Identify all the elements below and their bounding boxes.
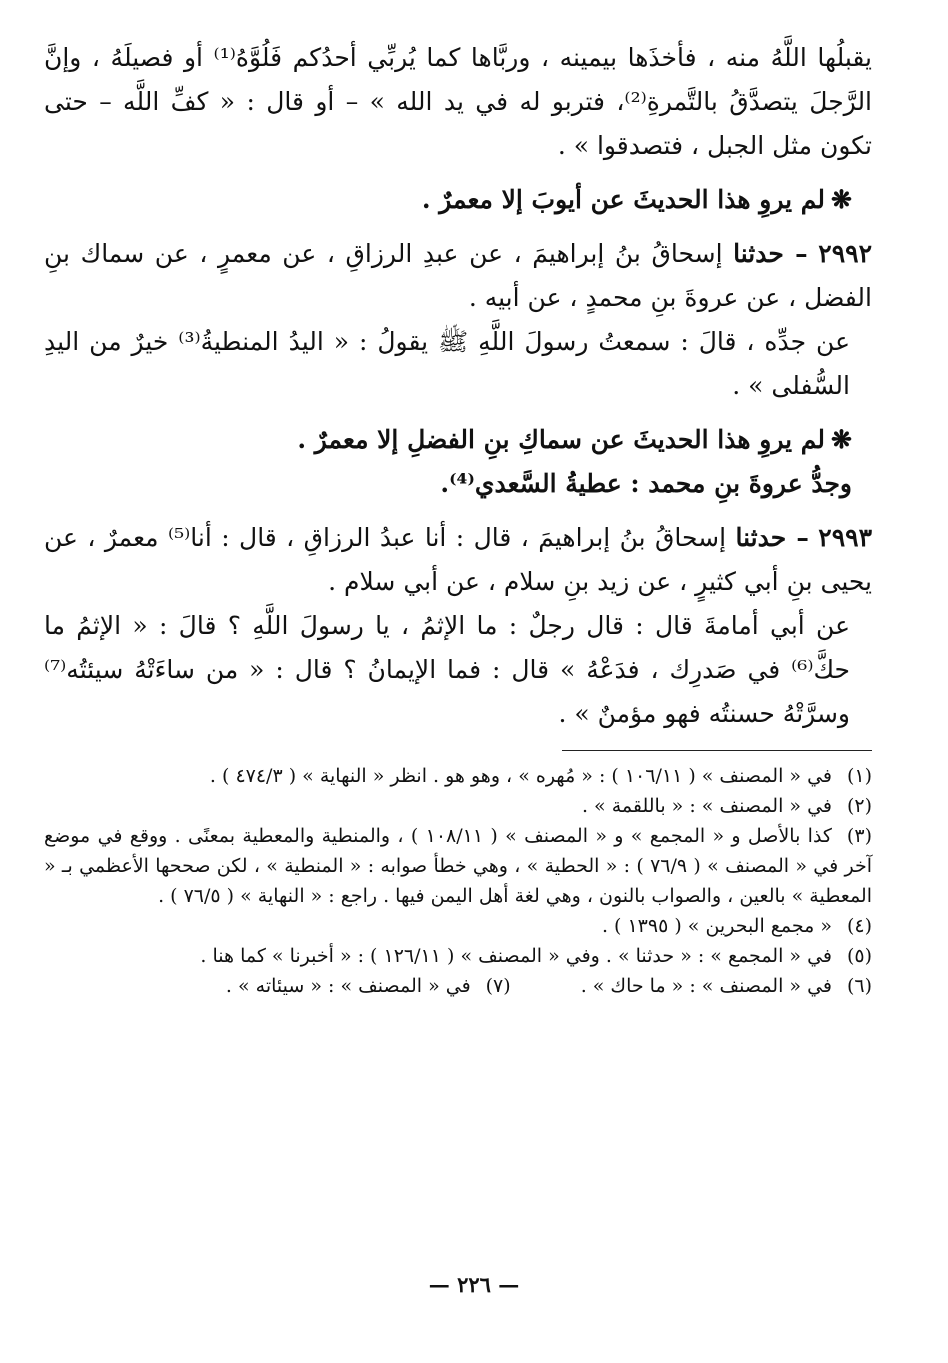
main-text [44, 36, 872, 736]
star-bullet-icon: ❋ [831, 185, 852, 214]
page-content [44, 36, 872, 1001]
hadith-chain-text: إسحاقُ بنُ إبراهيمَ ، قال : أنا عبدُ الرزاقِ ، قال : أنا⁽⁵⁾ معمرٌ ، عن يحيى بنِ أبي كثيرٍ ، عن زيد بنِ سلام ، عن أبي سلام . [44, 523, 872, 596]
hadith-number: ٢٩٩٢ [818, 239, 873, 268]
footnotes [44, 761, 872, 1001]
editor-note [44, 178, 872, 222]
footnote-item [44, 941, 872, 971]
footnote-text: في « المجمع » : « حدثنا » . وفي « المصنف » ( ١٢٦/١١ ) : « أخبرنا » كما هنا . [200, 945, 832, 967]
footnote-item [44, 821, 872, 911]
hadith-2993-text: عن أبي أمامةَ قال : قال رجلٌ : ما الإثمُ ، يا رسولَ اللَّهِ ؟ قالَ : « الإثمُ ما حكَّ⁽⁶⁾ في صَدرِك ، فدَعْهُ » قال : فما الإيمانُ ؟ قال : « من ساءَتْهُ سيئتُه⁽⁷⁾ وسرَّتْهُ حسنتُه فهو مؤمنٌ » . [44, 611, 850, 728]
footnote-divider [562, 750, 872, 751]
hadith-opening: – حدثنا [735, 523, 809, 552]
editor-note-grandfather: وجدُّ عروةَ بنِ محمد : عطيةُ السَّعدي⁽⁴⁾. [440, 469, 852, 498]
footnote-item [581, 971, 872, 1001]
editor-note-text: لم يروِ هذا الحديثَ عن أيوبَ إلا معمرٌ . [421, 185, 826, 214]
page-number: — ٢٢٦ — [428, 1272, 520, 1297]
footnote-item [44, 791, 872, 821]
hadith-chain-text: إسحاقُ بنُ إبراهيمَ ، عن عبدِ الرزاقِ ، عن معمرٍ ، عن سماك بنِ الفضل ، عن عروةَ بنِ محمدٍ ، عن أبيه . [44, 239, 872, 312]
editor-note-text: لم يروِ هذا الحديثَ عن سماكِ بنِ الفضلِ إلا معمرٌ . [297, 425, 826, 454]
footnote-number: (٤) [846, 915, 872, 937]
footnote-number: (٧) [485, 975, 511, 997]
footnote-text: « مجمع البحرين » ( ١٣٩٥ ) . [601, 915, 832, 937]
hadith-2993-chain [44, 516, 872, 604]
hadith-2992-chain [44, 232, 872, 320]
footnote-number: (٥) [846, 945, 872, 967]
star-bullet-icon: ❋ [831, 425, 852, 454]
footnote-number: (٣) [846, 825, 872, 847]
editor-note [44, 418, 872, 462]
footnote-text: في « المصنف » : « سيئاته » . [225, 975, 471, 997]
footnote-number: (٦) [846, 975, 872, 997]
footnote-text: في « المصنف » : « باللقمة » . [581, 795, 832, 817]
footnote-text: في « المصنف » ( ١٠٦/١١ ) : « مُهره » ، وهو هو . انظر « النهاية » ( ٤٧٤/٣ ) . [209, 765, 832, 787]
footnote-item [44, 761, 872, 791]
footnote-number: (١) [846, 765, 872, 787]
footnote-item [226, 971, 511, 1001]
hadith-2992-text: عن جدِّه ، قالَ : سمعتُ رسولَ اللَّهِ ﷺ يقولُ : « اليدُ المنطيةُ⁽³⁾ خيرٌ من اليدِ السُّفلى » . [44, 327, 850, 400]
hadith-opening: – حدثنا [733, 239, 808, 268]
hadith-number: ٢٩٩٣ [818, 523, 873, 552]
footnote-text: كذا بالأصل و « المجمع » و « المصنف » ( ١٠٨/١١ ) ، والمنطية والمعطية بمعنًى . ووقع في موضع آخر في « المصنف » ( ٧٦/٩ ) : « الحطية » ، وهي خطأ صوابه : « المنطية » ، لكن صححها الأعظمي بـ « المعطية » بالعين ، والصواب بالنون ، وهي لغة أهل اليمن فيها . راجع : « النهاية » ( ٧٦/٥ ) . [44, 825, 872, 907]
footnote-item [44, 911, 872, 941]
footnote-row-pair [44, 971, 872, 1001]
footnote-number: (٢) [846, 795, 872, 817]
footnote-text: في « المصنف » : « ما حاك » . [580, 975, 832, 997]
paragraph-continuation: يقبلُها اللَّهُ منه ، فأخذَها بيمينه ، وربَّاها كما يُربِّي أحدُكم فَلُوَّهُ⁽¹⁾ أو فصيلَهُ ، وإنَّ الرَّجلَ يتصدَّقُ بالتَّمرةِ⁽²⁾، فتربو له في يد الله » – أو قال : « كفِّ اللَّه – حتى تكون مثل الجبل ، فتصدقوا » . [44, 43, 873, 160]
